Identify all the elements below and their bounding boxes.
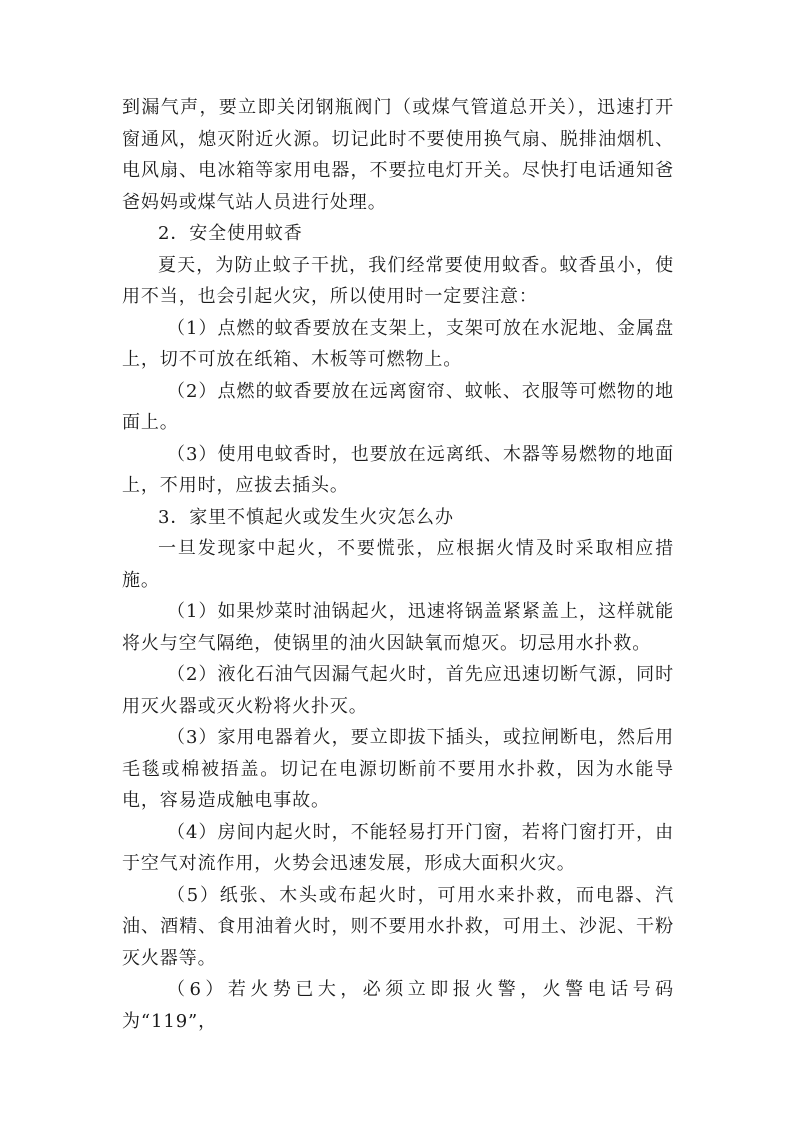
list-item-coil-3: （3）使用电蚊香时，也要放在远离纸、木器等易燃物的地面上，不用时，应拔去插头。 [122,443,674,496]
heading-home-fire: 3．家里不慎起火或发生火灾怎么办 [158,506,454,528]
list-item-fire-1: （1）如果炒菜时油锅起火，迅速将锅盖紧紧盖上，这样就能将火与空气隔绝，使锅里的油火因缺氧而熄灭。切忌用水扑救。 [122,601,674,654]
list-item-fire-2: （2）液化石油气因漏气起火时，首先应迅速切断气源，同时用灭火器或灭火粉将火扑灭。 [122,664,674,717]
list-item-coil-2: （2）点燃的蚊香要放在远离窗帘、蚊帐、衣服等可燃物的地面上。 [122,380,674,433]
list-item-coil-1: （1）点燃的蚊香要放在支架上，支架可放在水泥地、金属盘上，切不可放在纸箱、木板等可燃物上。 [122,317,674,370]
paragraph-mosquito-intro: 夏天，为防止蚊子干扰，我们经常要使用蚊香。蚊香虽小，使用不当，也会引起火灾，所以使用时一定要注意： [122,254,674,307]
heading-mosquito-coil: 2．安全使用蚊香 [158,223,303,244]
list-item-fire-6: （6）若火势已大，必须立即报火警，火警电话号码为“119”， [122,979,674,1032]
list-item-fire-3: （3）家用电器着火，要立即拔下插头，或拉闸断电，然后用毛毯或棉被捂盖。切记在电源切断前不要用水扑救，因为水能导电，容易造成触电事故。 [122,727,674,811]
list-item-fire-5: （5）纸张、木头或布起火时，可用水来扑救，而电器、汽油、酒精、食用油着火时，则不要用水扑救，可用土、沙泥、干粉灭火器等。 [122,884,674,969]
list-item-fire-4: （4）房间内起火时，不能轻易打开门窗，若将门窗打开，由于空气对流作用，火势会迅速发展，形成大面积火灾。 [122,821,674,874]
paragraph-gas-leak-continued: 到漏气声，要立即关闭钢瓶阀门（或煤气管道总开关），迅速打开窗通风，熄灭附近火源。切记此时不要使用换气扇、脱排油烟机、电风扇、电冰箱等家用电器，不要拉电灯开关。尽快打电话通知爸爸妈妈或煤气站人员进行处理。 [122,97,674,213]
paragraph-fire-intro: 一旦发现家中起火，不要慌张，应根据火情及时采取相应措施。 [122,538,674,591]
document-body [122,92,674,1037]
